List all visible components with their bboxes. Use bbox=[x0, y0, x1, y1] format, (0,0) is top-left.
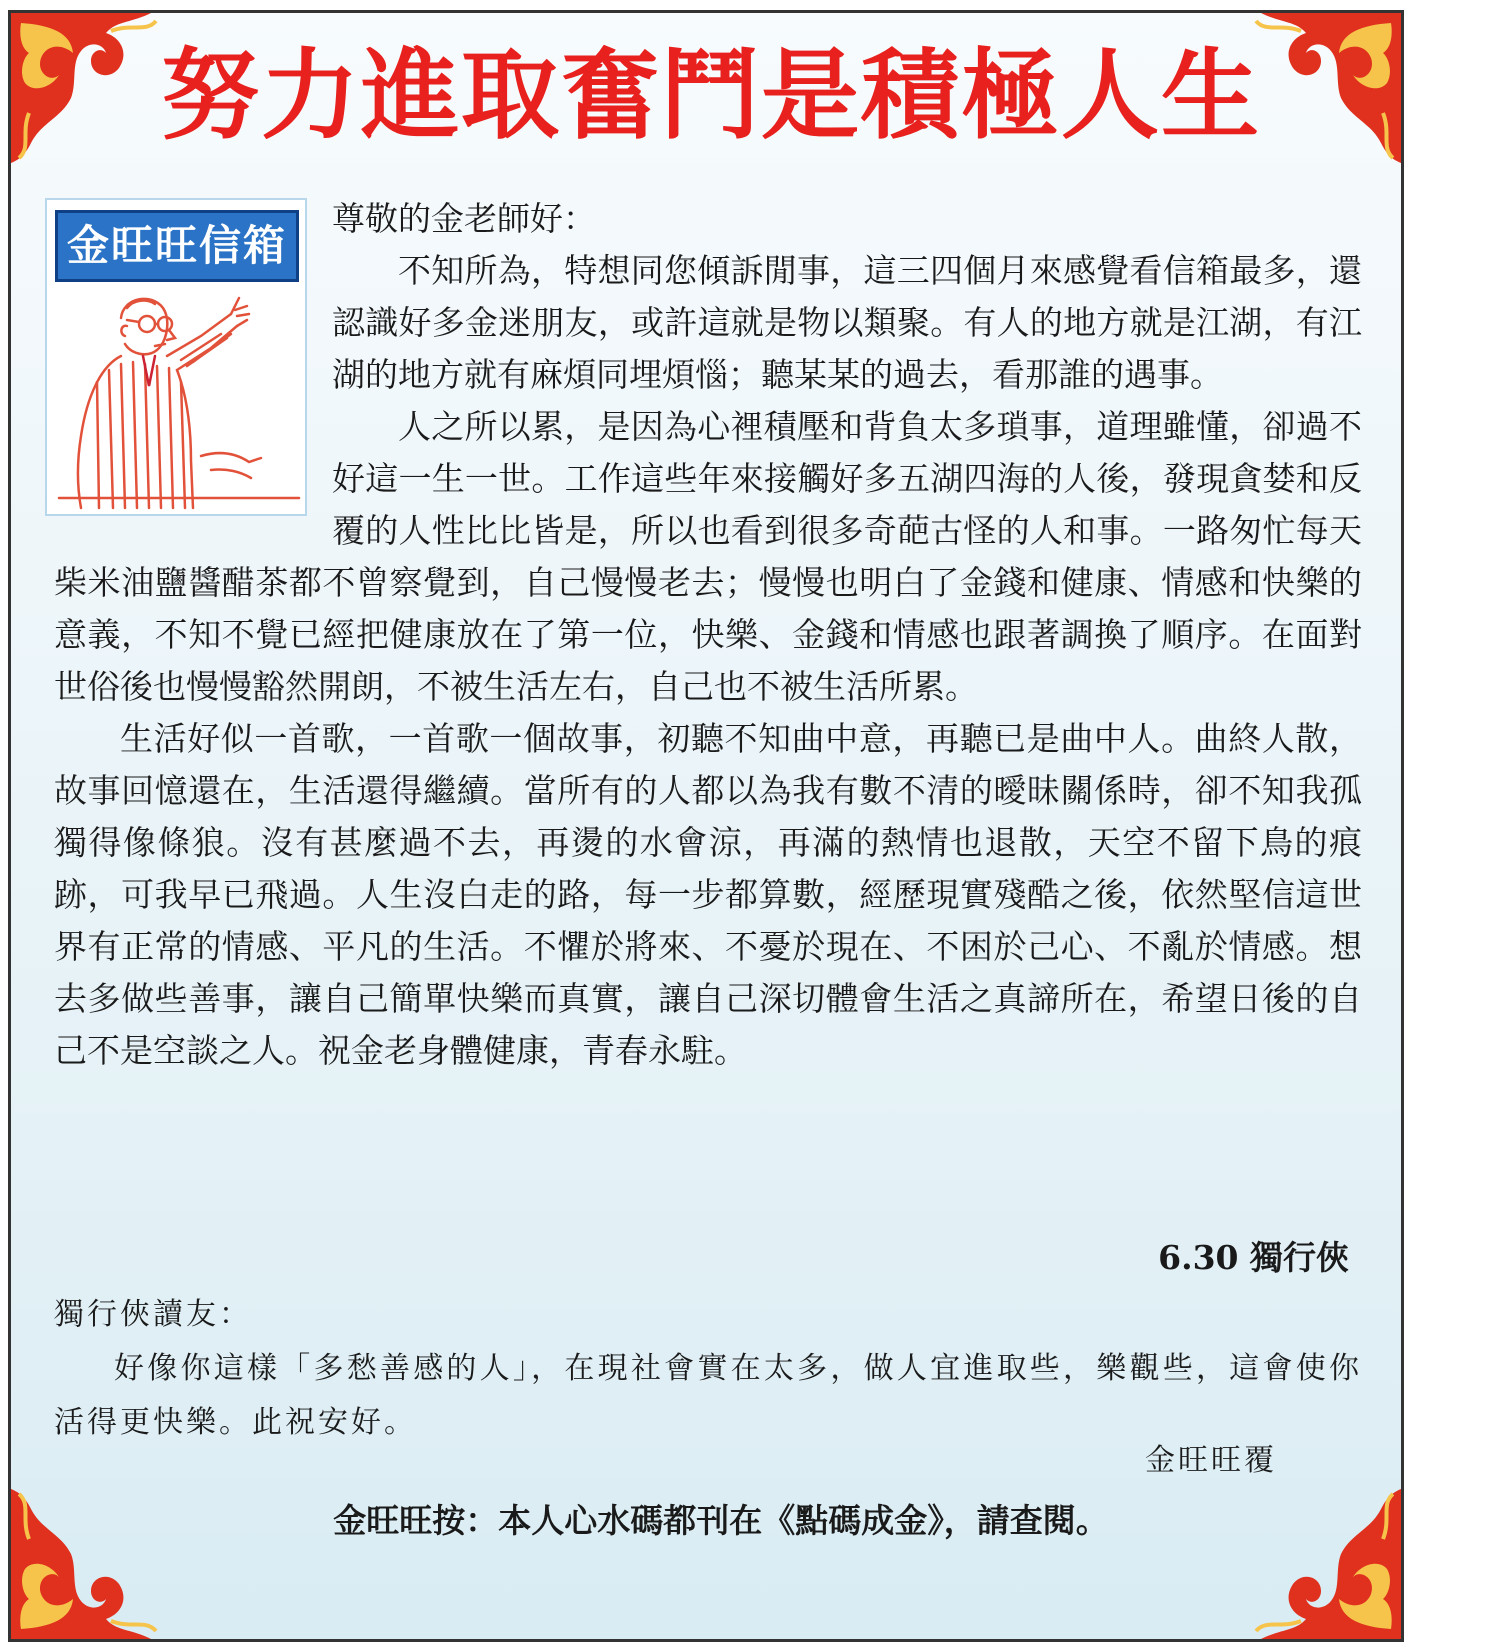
letter-body bbox=[54, 193, 1362, 1077]
letter-paragraph: 不知所為，特想同您傾訴閒事，這三四個月來感覺看信箱最多，還認識好多金迷朋友，或許這就是物以類聚。有人的地方就是江湖，有江湖的地方就有麻煩同埋煩惱；聽某某的過去，看那誰的遇事。 bbox=[332, 251, 1362, 394]
article-frame bbox=[8, 10, 1404, 1642]
footer-note: 金旺旺按：本人心水碼都刊在《點碼成金》，請查閱。 bbox=[333, 1501, 1109, 1540]
ornament-corner-top-left bbox=[11, 13, 161, 163]
reply-signature: 金旺旺覆 bbox=[1145, 1443, 1277, 1478]
ornament-corner-top-right bbox=[1251, 13, 1401, 163]
letter-salutation: 尊敬的金老師好： bbox=[332, 199, 596, 238]
reply-paragraph: 好像你這樣「多愁善感的人」，在現社會實在太多，做人宜進取些，樂觀些，這會使你活得更快樂。此祝安好。 bbox=[54, 1351, 1362, 1440]
headline: 努力進取奮鬥是積極人生 bbox=[161, 39, 1262, 153]
mailbox-banner: 金旺旺信箱 bbox=[55, 210, 299, 282]
reply-body bbox=[54, 1288, 1362, 1450]
reply-salutation: 獨行俠讀友： bbox=[54, 1297, 252, 1332]
letter-paragraph: 人之所以累，是因為心裡積壓和背負太多瑣事，道理雖懂，卻過不好這一生一世。工作這些年來接觸好多五湖四海的人後，發現貪婪和反覆的人性比比皆是，所以也看到很多奇葩古怪的人和事。一路匆忙每天柴米油鹽醬醋茶都不曾察覺到，自己慢慢老去；慢慢也明白了金錢和健康、情感和快樂的意義，不知不覺已經把健康放在了第一位，快樂、金錢和情感也跟著調換了順序。在面對世俗後也慢慢豁然開朗，不被生活左右，自己也不被生活所累。 bbox=[54, 407, 1362, 706]
letter-signature: 6.30 獨行俠 bbox=[1158, 1238, 1349, 1277]
letter-paragraph: 生活好似一首歌，一首歌一個故事，初聽不知曲中意，再聽已是曲中人。曲終人散，故事回憶還在，生活還得繼續。當所有的人都以為我有數不清的曖昧關係時，卻不知我孤獨得像條狼。沒有甚麼過不去，再燙的水會涼，再滿的熱情也退散，天空不留下鳥的痕跡，可我早已飛過。人生沒白走的路，每一步都算數，經歷現實殘酷之後，依然堅信這世界有正常的情感、平凡的生活。不懼於將來、不憂於現在、不困於己心、不亂於情感。想去多做些善事，讓自己簡單快樂而真實，讓自己深切體會生活之真諦所在，希望日後的自己不是空談之人。祝金老身體健康，青春永駐。 bbox=[54, 719, 1362, 1070]
